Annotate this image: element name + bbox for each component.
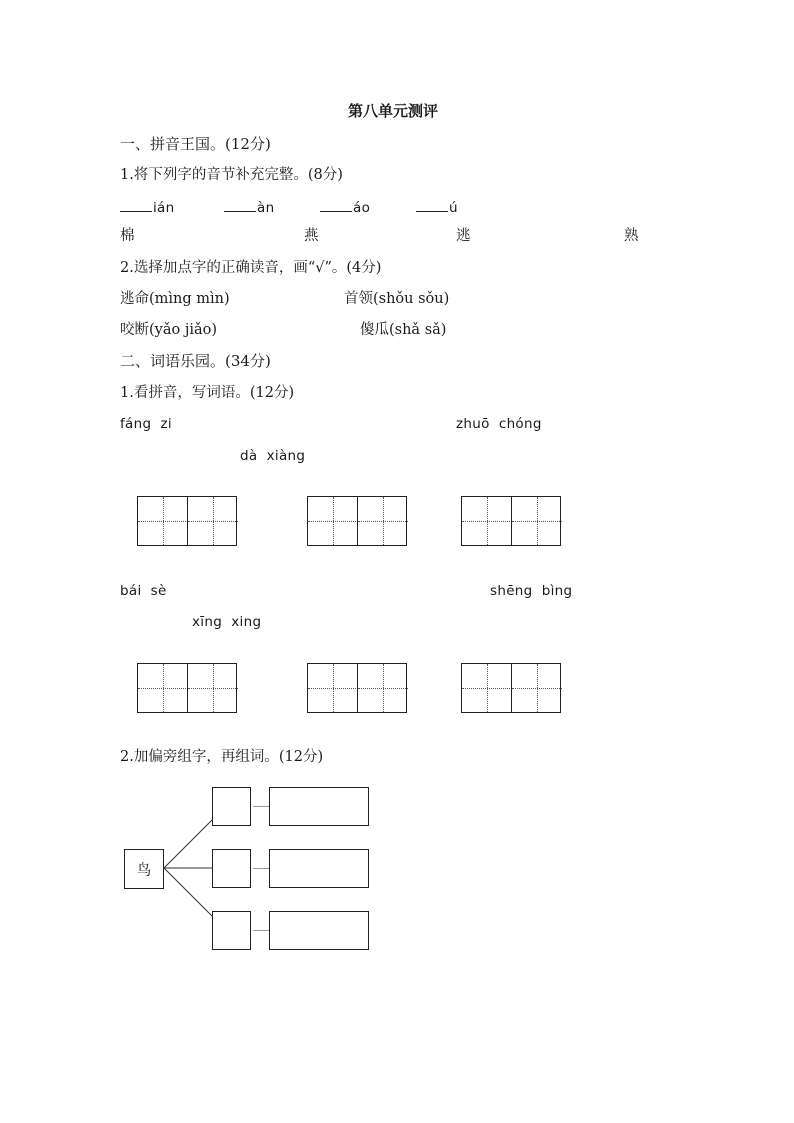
- blank-line: [320, 199, 352, 212]
- section-1-heading: 一、拼音王国。(12分): [120, 135, 271, 153]
- question-2-1-prompt: 1.看拼音，写词语。(12分): [120, 385, 295, 401]
- grid-cell[interactable]: [511, 664, 562, 712]
- reading-choice-2[interactable]: 首领(shǒu sǒu): [344, 291, 450, 307]
- writing-grid[interactable]: [137, 496, 237, 546]
- blank-line: [120, 199, 152, 212]
- connector-dash: [253, 806, 269, 807]
- syllable-blank-4[interactable]: [416, 199, 458, 216]
- question-1-2-prompt: 2.选择加点字的正确读音，画“√”。(4分): [120, 260, 382, 276]
- connector-dash: [253, 930, 269, 931]
- syllable-blank-2[interactable]: [224, 199, 274, 216]
- writing-grid[interactable]: [307, 496, 407, 546]
- pinyin-label: bái sè: [120, 583, 167, 599]
- reading-choice-1[interactable]: 逃命(mìng mìn): [120, 291, 230, 307]
- base-char: 鸟: [136, 862, 152, 879]
- syllable-suffix: àn: [257, 200, 275, 216]
- writing-grid[interactable]: [461, 663, 561, 713]
- page-title: 第八单元测评: [348, 102, 439, 120]
- word-box-3[interactable]: [269, 911, 369, 950]
- writing-grid[interactable]: [307, 663, 407, 713]
- reading-choice-4[interactable]: 傻瓜(shǎ sǎ): [360, 322, 447, 338]
- grid-cell[interactable]: [187, 497, 238, 545]
- pinyin-label: xīng xing: [192, 614, 262, 630]
- blank-line: [224, 199, 256, 212]
- syllable-suffix: áo: [353, 200, 371, 216]
- pinyin-label: fáng zi: [120, 416, 172, 432]
- grid-cell[interactable]: [308, 497, 358, 545]
- radical-char-box-1[interactable]: [212, 787, 251, 826]
- grid-cell[interactable]: [511, 497, 562, 545]
- char-3: 逃: [456, 228, 471, 244]
- word-box-1[interactable]: [269, 787, 369, 826]
- syllable-suffix: ú: [449, 200, 458, 216]
- base-char-box: [124, 849, 164, 889]
- pinyin-label: zhuō chóng: [456, 416, 542, 432]
- syllable-blank-3[interactable]: [320, 199, 370, 216]
- grid-cell[interactable]: [138, 664, 188, 712]
- syllable-blank-1[interactable]: [120, 199, 174, 216]
- word-box-2[interactable]: [269, 849, 369, 888]
- writing-grid[interactable]: [137, 663, 237, 713]
- char-1: 棉: [120, 228, 135, 244]
- question-2-2-prompt: 2.加偏旁组字，再组词。(12分): [120, 749, 324, 765]
- connector-dash: [253, 868, 269, 869]
- pinyin-label: dà xiàng: [240, 448, 306, 464]
- char-4: 熟: [624, 228, 639, 244]
- radical-char-box-3[interactable]: [212, 911, 251, 950]
- blank-line: [416, 199, 448, 212]
- grid-cell[interactable]: [357, 664, 408, 712]
- pinyin-label: shēng bìng: [490, 583, 573, 599]
- grid-cell[interactable]: [462, 664, 512, 712]
- question-1-1-prompt: 1.将下列字的音节补充完整。(8分): [120, 167, 343, 183]
- radical-char-box-2[interactable]: [212, 849, 251, 888]
- grid-cell[interactable]: [357, 497, 408, 545]
- char-2: 燕: [304, 228, 319, 244]
- reading-choice-3[interactable]: 咬断(yǎo jiǎo): [120, 322, 217, 338]
- grid-cell[interactable]: [462, 497, 512, 545]
- grid-cell[interactable]: [187, 664, 238, 712]
- syllable-suffix: ián: [153, 200, 175, 216]
- grid-cell[interactable]: [308, 664, 358, 712]
- section-2-heading: 二、词语乐园。(34分): [120, 352, 271, 370]
- writing-grid[interactable]: [461, 496, 561, 546]
- grid-cell[interactable]: [138, 497, 188, 545]
